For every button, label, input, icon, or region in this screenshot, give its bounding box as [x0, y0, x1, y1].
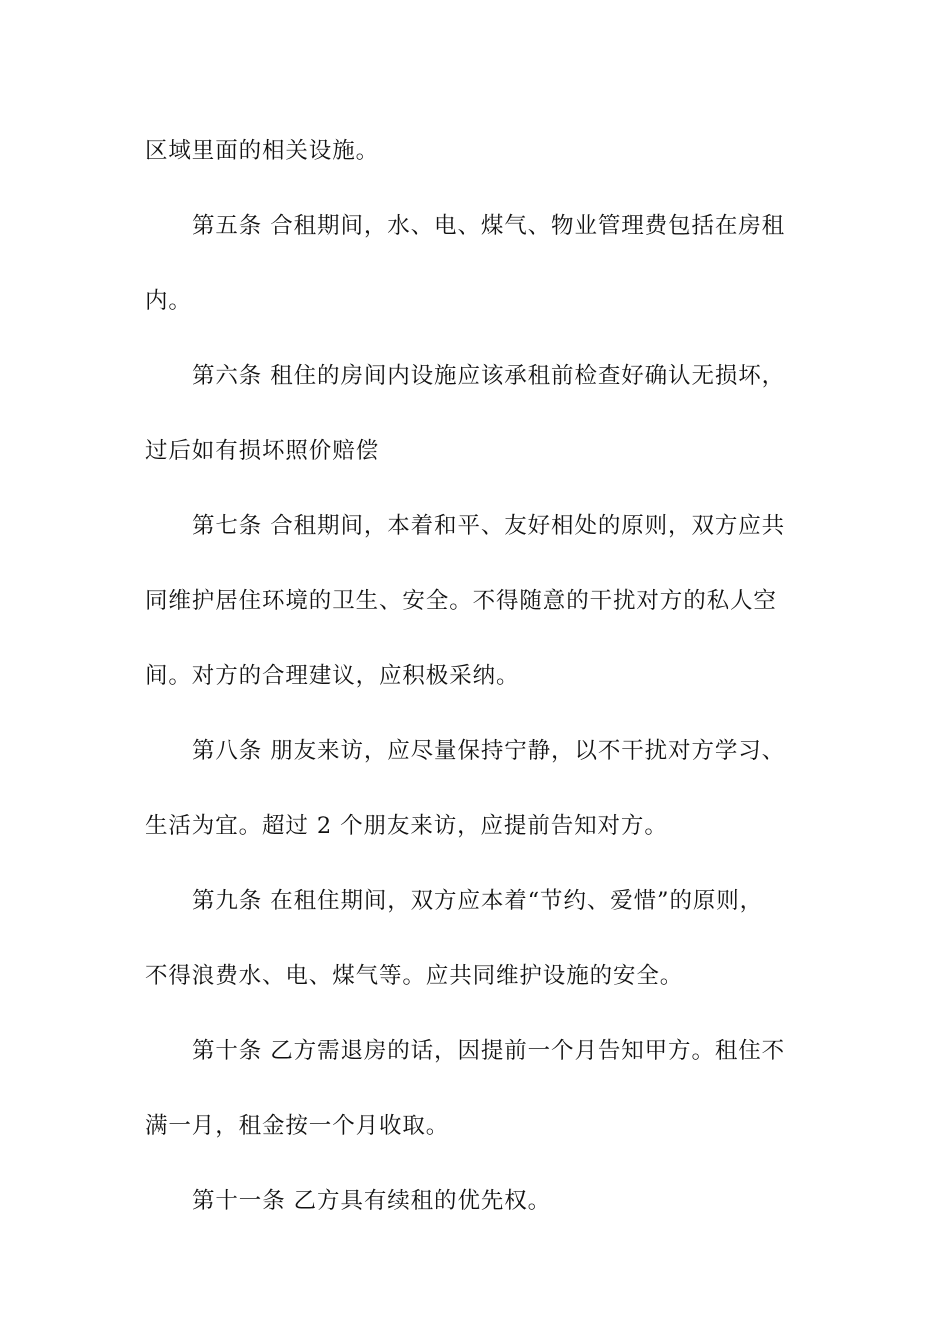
article-6-line-2: 过后如有损坏照价赔偿 [145, 438, 380, 464]
article-8-line-2: 生活为宜。超过 2 个朋友来访，应提前告知对方。 [145, 813, 668, 839]
article-10-line-1: 第十条 乙方需退房的话，因提前一个月告知甲方。租住不 [192, 1038, 786, 1064]
text-line: 区域里面的相关设施。 [145, 138, 380, 164]
article-9-line-1: 第九条 在租住期间，双方应本着“节约、爱惜”的原则， [192, 888, 764, 914]
article-9-line-2: 不得浪费水、电、煤气等。应共同维护设施的安全。 [145, 963, 684, 989]
article-7-line-1: 第七条 合租期间，本着和平、友好相处的原则，双方应共 [192, 513, 786, 539]
article-5-line-1: 第五条 合租期间，水、电、煤气、物业管理费包括在房租 [192, 213, 786, 239]
article-10-line-2: 满一月，租金按一个月收取。 [145, 1113, 450, 1139]
article-11-line-1: 第十一条 乙方具有续租的优先权。 [192, 1188, 552, 1214]
article-8-line-1: 第八条 朋友来访，应尽量保持宁静，以不干扰对方学习、 [192, 738, 786, 764]
article-7-line-2: 同维护居住环境的卫生、安全。不得随意的干扰对方的私人空 [145, 588, 777, 614]
article-7-line-3: 间。对方的合理建议，应积极采纳。 [145, 663, 520, 689]
article-6-line-1: 第六条 租住的房间内设施应该承租前检查好确认无损坏， [192, 363, 786, 389]
article-5-line-2: 内。 [145, 288, 192, 314]
